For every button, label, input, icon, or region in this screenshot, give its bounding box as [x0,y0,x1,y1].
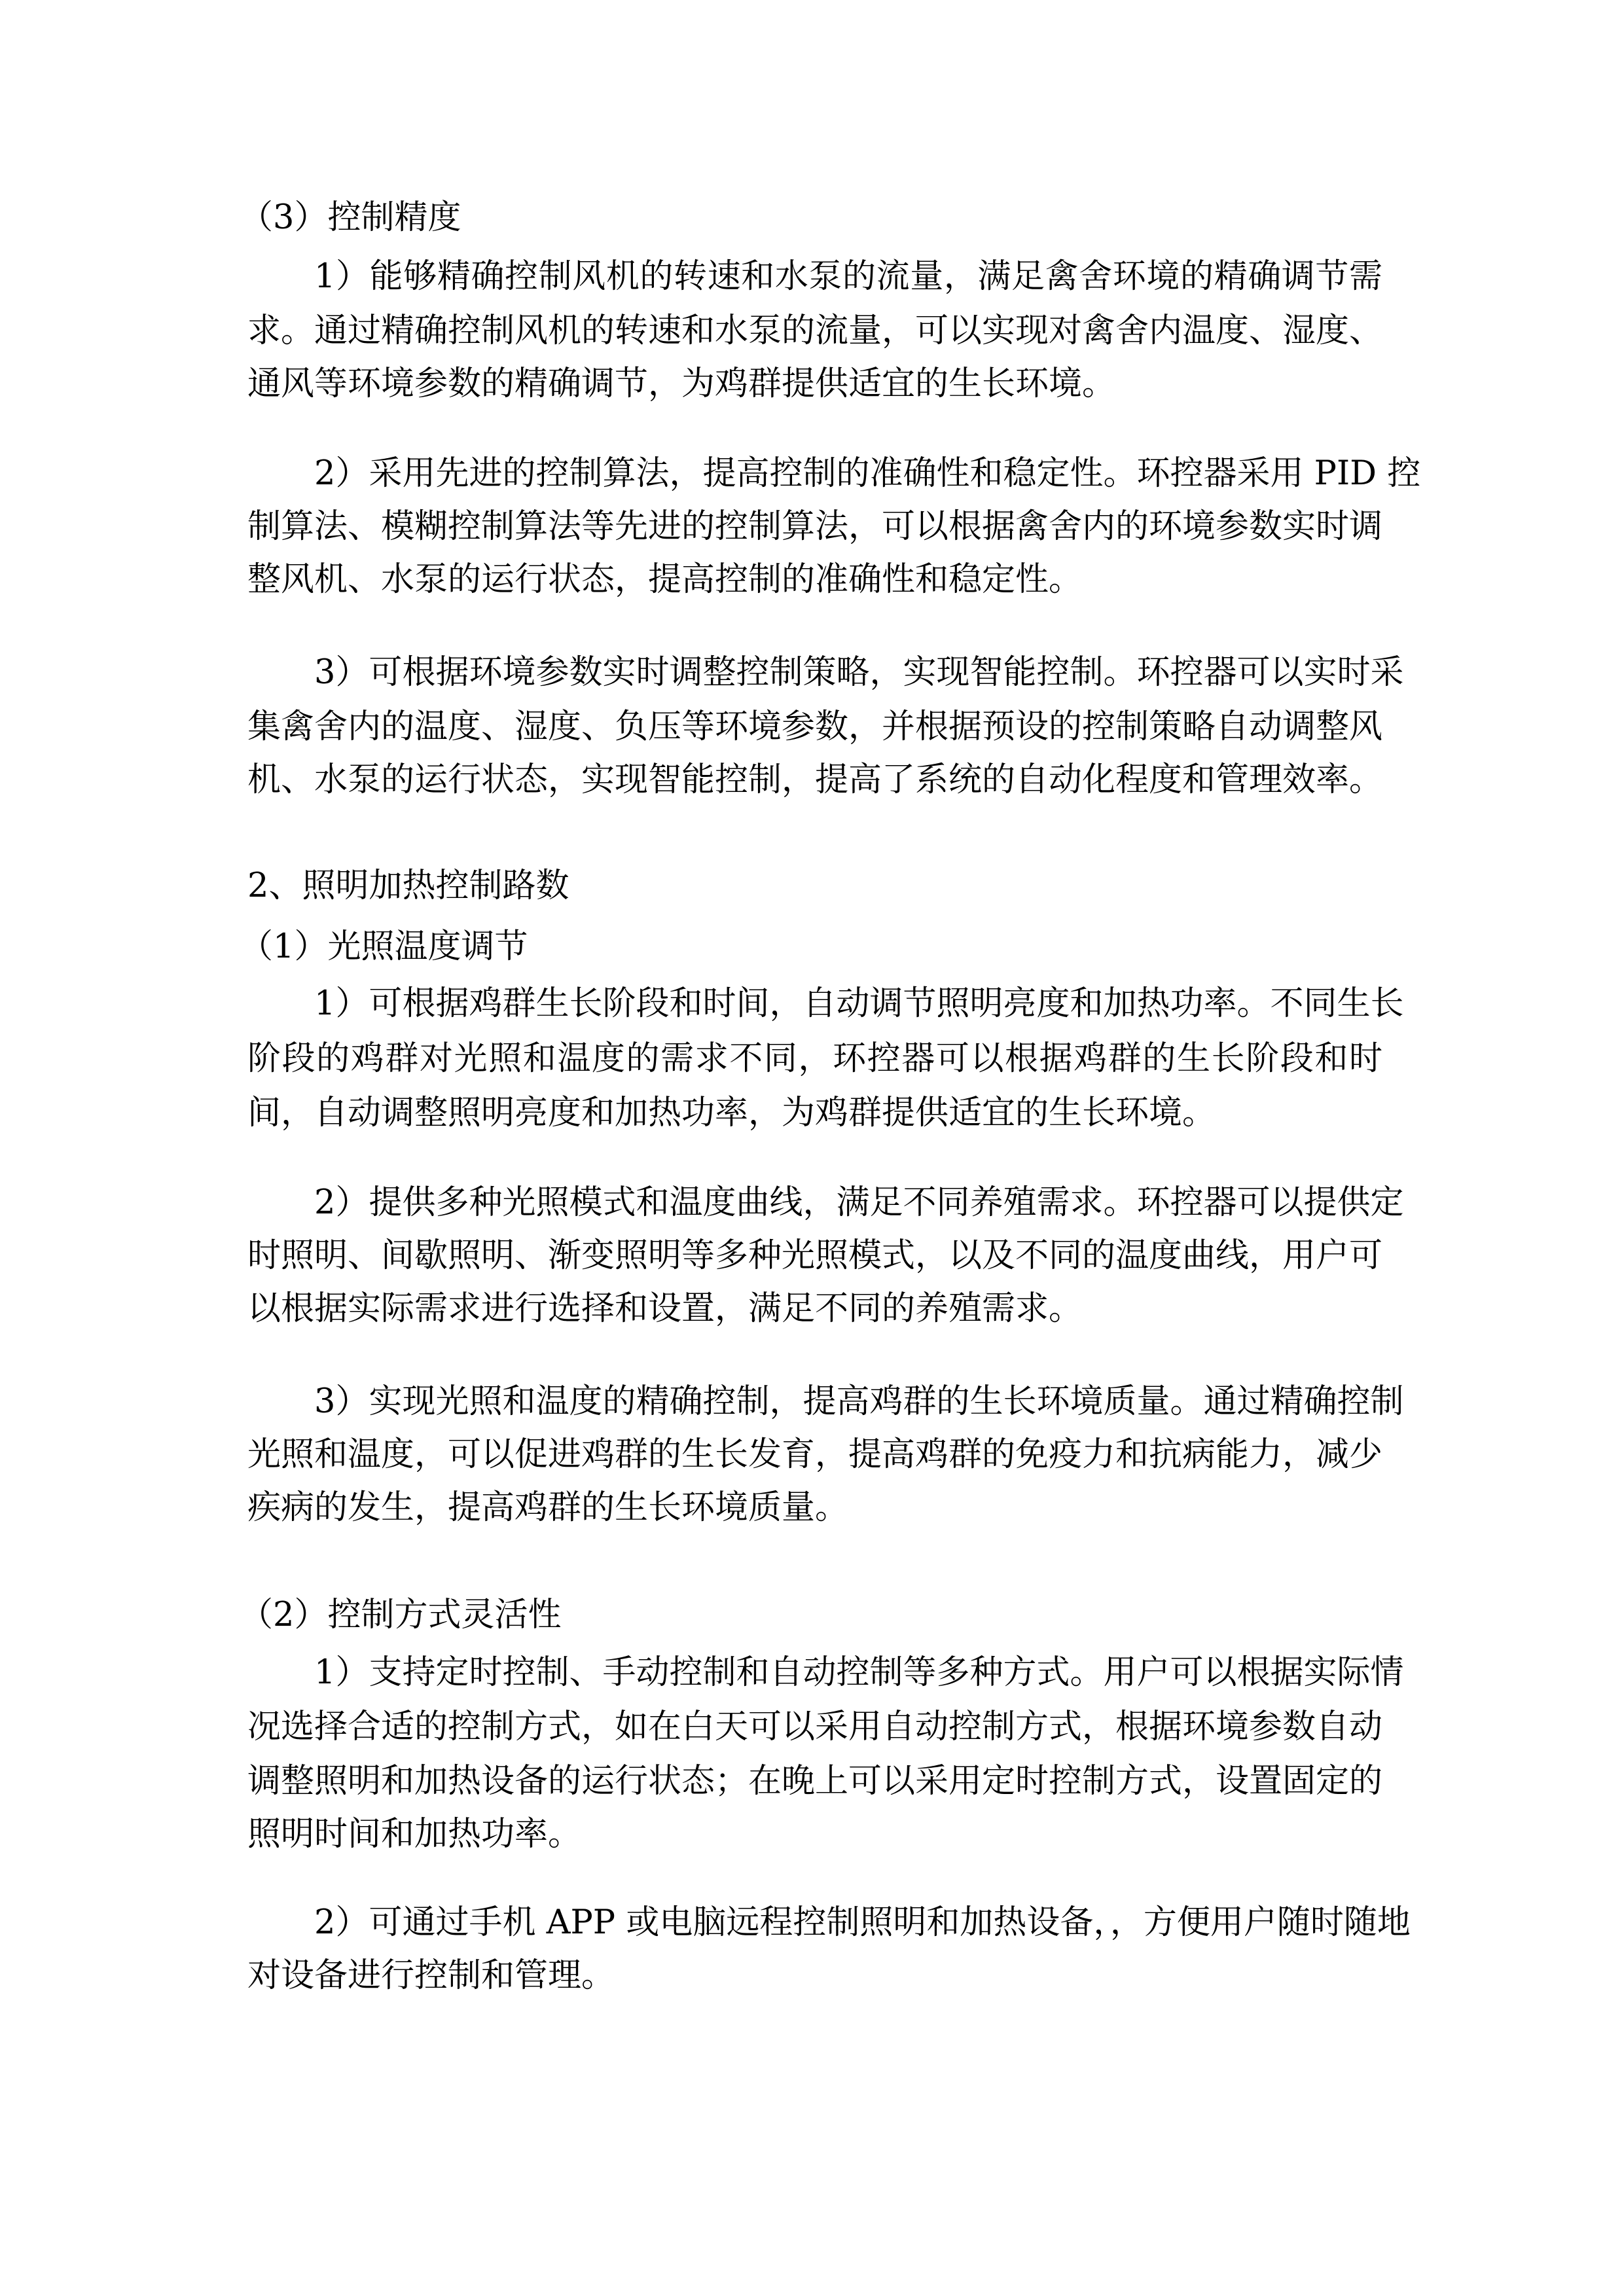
paragraph-line: 3）可根据环境参数实时调整控制策略，实现智能控制。环控器可以实时采 [314,653,1404,692]
paragraph-line: 3）实现光照和温度的精确控制，提高鸡群的生长环境质量。通过精确控制 [314,1382,1404,1421]
paragraph-line: 对设备进行控制和管理。 [247,1956,615,1995]
paragraph-line: 整风机、水泵的运行状态，提高控制的准确性和稳定性。 [247,560,1083,599]
paragraph-line: 以根据实际需求进行选择和设置，满足不同的养殖需求。 [247,1289,1083,1328]
paragraph-line: 1）支持定时控制、手动控制和自动控制等多种方式。用户可以根据实际情 [314,1653,1404,1692]
paragraph-line: 求。通过精确控制风机的转速和水泵的流量，可以实现对禽舍内温度、湿度、 [247,312,1383,350]
paragraph-line: 调整照明和加热设备的运行状态；在晚上可以采用定时控制方式，设置固定的 [247,1762,1383,1801]
paragraph-line: 时照明、间歇照明、渐变照明等多种光照模式，以及不同的温度曲线，用户可 [247,1236,1383,1275]
subsection-heading: （2）控制方式灵活性 [240,1596,562,1634]
paragraph-line: 阶段的鸡群对光照和温度的需求不同，环控器可以根据鸡群的生长阶段和时 [247,1039,1382,1078]
paragraph-line: 照明时间和加热功率。 [247,1815,582,1854]
paragraph-line: 通风等环境参数的精确调节，为鸡群提供适宜的生长环境。 [247,365,1116,403]
subsection-heading: （3）控制精度 [240,198,461,237]
paragraph-line: 机、水泵的运行状态，实现智能控制，提高了系统的自动化程度和管理效率。 [247,761,1383,799]
paragraph-line: 集禽舍内的温度、湿度、负压等环境参数，并根据预设的控制策略自动调整风 [247,708,1383,746]
subsection-heading: （1）光照温度调节 [240,927,528,966]
paragraph-line: 2）采用先进的控制算法，提高控制的准确性和稳定性。环控器采用 PID 控 [314,454,1421,493]
paragraph-line: 2）提供多种光照模式和温度曲线，满足不同养殖需求。环控器可以提供定 [314,1183,1404,1222]
paragraph-line: 况选择合适的控制方式，如在白天可以采用自动控制方式，根据环境参数自动 [247,1708,1383,1746]
paragraph-line: 1）可根据鸡群生长阶段和时间，自动调节照明亮度和加热功率。不同生长 [314,984,1404,1023]
paragraph-line: 疾病的发生，提高鸡群的生长环境质量。 [247,1488,849,1527]
paragraph-line: 光照和温度，可以促进鸡群的生长发育，提高鸡群的免疫力和抗病能力，减少 [247,1435,1383,1474]
paragraph-line: 1）能够精确控制风机的转速和水泵的流量，满足禽舍环境的精确调节需 [314,257,1382,296]
paragraph-line: 制算法、模糊控制算法等先进的控制算法，可以根据禽舍内的环境参数实时调 [247,507,1383,546]
paragraph-line: 间，自动调整照明亮度和加热功率，为鸡群提供适宜的生长环境。 [247,1094,1216,1132]
paragraph-line: 2）可通过手机 APP 或电脑远程控制照明和加热设备，，方便用户随时随地 [314,1903,1411,1942]
section-heading: 2、照明加热控制路数 [247,867,569,905]
